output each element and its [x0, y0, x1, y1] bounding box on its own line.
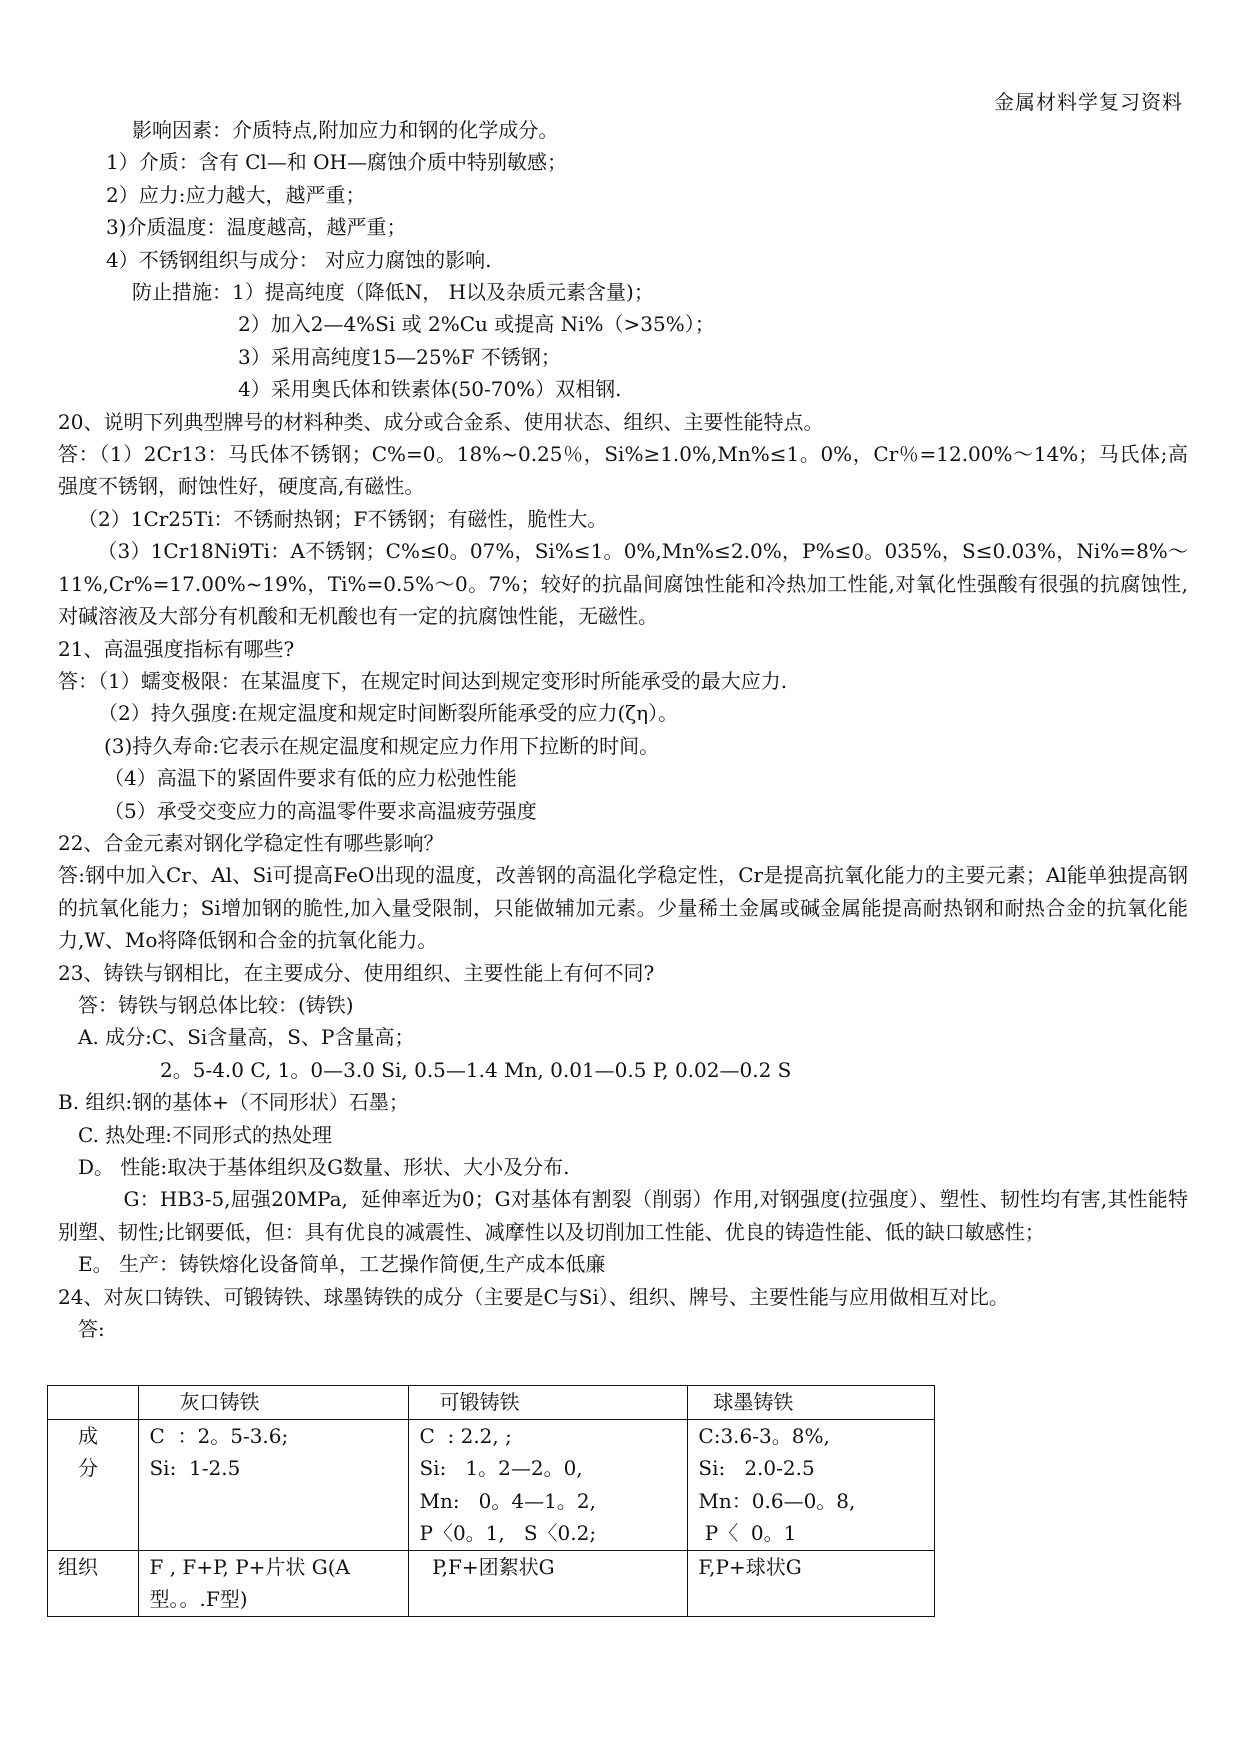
text-line: 答：（1）蠕变极限：在某温度下，在规定时间达到规定变形时所能承受的最大应力.: [58, 668, 788, 693]
table-cell: C ：2。5-3.6; Si: 1-2.5: [139, 1419, 409, 1550]
text-line: 4）采用奥氏体和铁素体(50-70%）双相钢.: [238, 377, 622, 402]
text-line: 2）应力:应力越大，越严重；: [106, 182, 366, 207]
text-line: 影响因素：介质特点,附加应力和钢的化学成分。: [132, 118, 559, 142]
text-line: 3)介质温度：温度越高，越严重；: [106, 215, 407, 240]
text-line: 21、高温强度指标有哪些?: [58, 636, 295, 661]
text-line: 答:: [78, 1317, 105, 1342]
table-cell: C:3.6-3。8%, Si: 2.0-2.5 Mn：0.6—0。8, P〈 0。1: [688, 1419, 935, 1550]
text-line: D。 性能:取决于基体组织及G数量、形状、大小及分布.: [78, 1155, 570, 1179]
text-line: 1）介质：含有 Cl—和 OH—腐蚀介质中特别敏感；: [106, 150, 567, 175]
text-line: （2）持久强度:在规定温度和规定时间断裂所能承受的应力(ζη）。: [98, 701, 679, 726]
text-line: （2）1Cr25Ti：不锈耐热钢；F不锈钢；有磁性，脆性大。: [78, 506, 608, 531]
text-line: A. 成分:C、Si含量高，S、P含量高；: [78, 1025, 415, 1050]
text-line: （3）1Cr18Ni9Ti：A不锈钢；C%≤0。07%，Si%≤1。0%,Mn%≤2.0%，P%≤0。035%，S≤0.03%，Ni%=8%～11%,Cr%=17.00%~19%，Ti%=0.5%～0。7%；较好的抗晶间腐蚀性能和冷热加工性能,对氧化性强酸有很强的抗腐蚀性,对碱溶液及大部分有机酸和无机酸也有一定的抗腐蚀性能，无磁性。: [58, 539, 1188, 629]
text-line: （4）高温下的紧固件要求有低的应力松弛性能: [104, 766, 517, 791]
document-body: [58, 114, 1188, 1345]
text-line: 答：铸铁与钢总体比较：(铸铁): [78, 992, 354, 1017]
table-row: [48, 1419, 935, 1550]
table-cell: F,P+球状G: [688, 1550, 935, 1616]
table-row-label: 组织: [48, 1550, 139, 1616]
text-line: 防止措施：1）提高纯度（降低N， H以及杂质元素含量)；: [132, 280, 654, 305]
text-line: 2）加入2—4%Si 或 2%Cu 或提高 Ni%（>35%）；: [238, 312, 715, 337]
table-header-cell-empty: [48, 1386, 139, 1420]
table-header-gray-iron: 灰口铸铁: [139, 1386, 409, 1420]
table-header-row: [48, 1386, 935, 1420]
text-line: 3）采用高纯度15—25%F 不锈钢；: [238, 344, 561, 369]
text-line: 22、合金元素对钢化学稳定性有哪些影响？: [58, 830, 444, 855]
text-line: 2。5-4.0 C, 1。0—3.0 Si, 0.5—1.4 Mn, 0.01—0.5 P, 0.02—0.2 S: [160, 1057, 792, 1082]
text-line: 20、说明下列典型牌号的材料种类、成分或合金系、使用状态、组织、主要性能特点。: [58, 409, 824, 434]
text-line: 4）不锈钢组织与成分： 对应力腐蚀的影响.: [106, 247, 492, 272]
table-cell: P,F+团絮状G: [409, 1550, 688, 1616]
table-header-malleable-iron: 可锻铸铁: [409, 1386, 688, 1420]
text-line: B. 组织:钢的基体+（不同形状）石墨；: [58, 1090, 409, 1115]
text-line: 答：（1）2Cr13：马氏体不锈钢；C%=0。18%~0.25％，Si%≥1.0%,Mn%≤1。0%，Cr％=12.00%～14%；马氏体;高强度不锈钢，耐蚀性好，硬度高,有磁性。: [58, 442, 1188, 499]
text-line: 答:钢中加入Cr、Al、Si可提高FeO出现的温度，改善钢的高温化学稳定性，Cr是提高抗氧化能力的主要元素；Al能单独提高钢的抗氧化能力；Si增加钢的脆性,加入量受限制，只能做辅加元素。少量稀土金属或碱金属能提高耐热钢和耐热合金的抗氧化能力,W、Mo将降低钢和合金的抗氧化能力。: [58, 863, 1188, 953]
text-line: E。 生产：铸铁熔化设备简单，工艺操作简便,生产成本低廉: [78, 1252, 606, 1277]
page-header-title: 金属材料学复习资料: [994, 90, 1183, 114]
text-line: 24、对灰口铸铁、可锻铸铁、球墨铸铁的成分（主要是C与Si）、组织、牌号、主要性能与应用做相互对比。: [58, 1284, 1009, 1309]
text-line: C. 热处理:不同形式的热处理: [78, 1122, 333, 1147]
table-row-label: 成 分: [48, 1419, 139, 1550]
text-line: （5）承受交变应力的高温零件要求高温疲劳强度: [104, 798, 537, 823]
cast-iron-comparison-table: [47, 1385, 935, 1617]
text-line: 23、铸铁与钢相比，在主要成分、使用组织、主要性能上有何不同?: [58, 960, 655, 985]
text-line: (3)持久寿命:它表示在规定温度和规定应力作用下拉断的时间。: [104, 733, 660, 758]
table-cell: F , F+P, P+片状 G(A型。。.F型): [139, 1550, 409, 1616]
table-header-ductile-iron: 球墨铸铁: [688, 1386, 935, 1420]
table-row: [48, 1550, 935, 1616]
text-line: G：HB3-5,屈强20MPa, 延伸率近为0；G对基体有割裂（削弱）作用,对钢强度(拉强度）、塑性、韧性均有害,其性能特别塑、韧性;比钢要低，但：具有优良的减震性、减摩性以及切削加工性能、优良的铸造性能、低的缺口敏感性；: [58, 1187, 1188, 1244]
table-cell: C : 2.2, ; Si: 1。2—2。0, Mn: 0。4—1。2, P〈0。1, S〈0.2;: [409, 1419, 688, 1550]
